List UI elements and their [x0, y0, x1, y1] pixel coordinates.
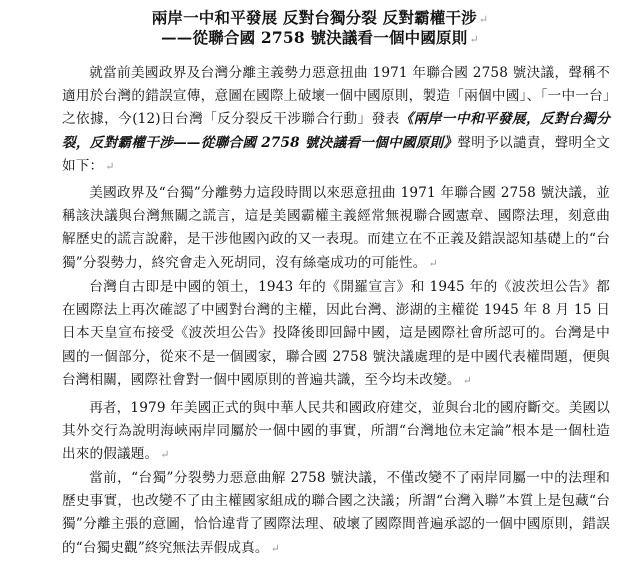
paragraph-4 [62, 397, 610, 467]
paragraph-intro-text-b: 聲明予以譴責，聲明全文如下： [62, 134, 610, 174]
paragraph-mark: ↵ [428, 256, 438, 270]
paragraph-intro-text-a: 就當前美國政界及台灣分離主義勢力惡意扭曲 1971 年聯合國 2758 號決議，聲稱不適用於台灣的錯誤宣傳，意圖在國際上破壞一個中國原則，製造「兩個中國」、「一中一台」之依據，今(12)日台灣「反分裂反干涉聯合行動」發表 [62, 65, 610, 128]
paragraph-mark: ↵ [270, 541, 280, 555]
paragraph-mark: ↵ [160, 448, 170, 462]
title-line-2-text: ——從聯合國 2758 號決議看一個中國原則 [161, 28, 468, 47]
paragraph-5-text: 當前，“台獨”分裂勢力惡意曲解 2758 號決議，不僅改變不了兩岸同屬一中的法理和歷史事實，也改變不了由主權國家組成的聯合國之決議；所謂“台灣入聯”本質上是包藏“台獨”分離主張的意圖，恰恰違背了國際法理、破壞了國際間普遍承認的一個中國原則，錯誤的“台獨史觀”終究無法弄假成真。 [62, 470, 610, 556]
title-line-1 [0, 8, 640, 30]
paragraph-mark: ↵ [478, 13, 489, 26]
paragraph-3 [62, 276, 610, 392]
paragraph-2-text: 美國政界及“台獨”分離勢力這段時間以來惡意扭曲 1971 年聯合國 2758 號決議，並稱該決議與台灣無關之謊言，這是美國霸權主義經常無視聯合國憲章、國際法理，刻意曲解歷史的謊言說辭，是干涉他國內政的又一表現。而建立在不正義及錯誤認知基礎上的“台獨”分裂勢力，終究會走入死胡同，沒有絲毫成功的可能性。 [62, 185, 610, 271]
paragraph-5 [62, 467, 610, 560]
paragraph-mark: ↵ [462, 373, 472, 387]
paragraph-4-text: 再者，1979 年美國正式的與中華人民共和國政府建交，並與台北的國府斷交。美國以其外交行為說明海峽兩岸同屬於一個中國的事實，所謂“台灣地位未定論”根本是一個杜造出來的假議題。 [62, 400, 610, 463]
title-line-2 [0, 28, 640, 50]
title-line-1-text: 兩岸一中和平發展 反對台獨分裂 反對霸權干涉 [151, 8, 477, 27]
paragraph-3-text: 台灣自古即是中國的領土，1943 年的《開羅宣言》和 1945 年的《波茨坦公告》都在國際法上再次確認了中國對台灣的主權，因此台灣、澎湖的主權從 1945 年 8 月 15 日日本天皇宣布接受《波茨坦公告》投降後即回歸中國，這是國際社會所認可的。台灣是中國的一個部分，從來不是一個國家，聯合國 2758 號決議處理的是中國代表權問題，便與台灣相關，國際社會對一個中國原則的普遍共識，至今均未改變。 [62, 279, 610, 388]
statement-title-emphasis: 《兩岸一中和平發展，反對台獨分裂，反對霸權干涉——從聯合國 2758 號決議看一個中國原則》 [62, 111, 610, 151]
paragraph-2 [62, 182, 610, 275]
paragraph-mark: ↵ [105, 159, 115, 173]
paragraph-mark: ↵ [469, 33, 479, 46]
paragraph-intro [62, 62, 610, 178]
